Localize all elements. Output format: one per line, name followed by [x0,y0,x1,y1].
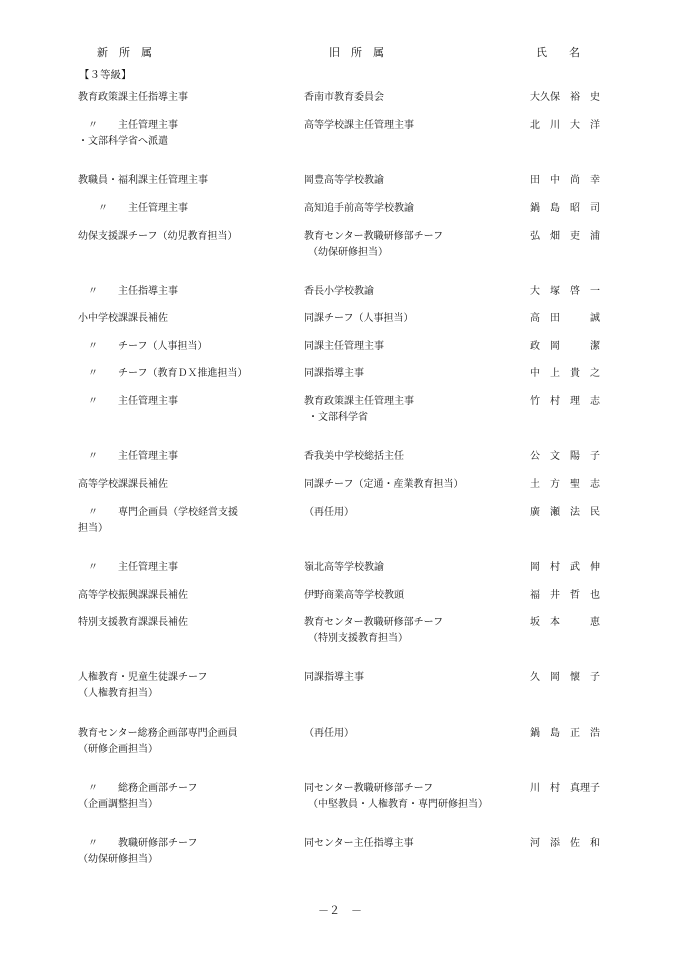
new-dept-line: 幼保支援課チーフ（幼児教育担当） [78,231,238,242]
old-dept-cell [304,477,464,493]
old-dept-cell [304,90,384,106]
old-dept-cell [304,229,443,261]
person-name: 川 村 真理子 [530,783,600,794]
new-dept-line: 〃 主任管理主事 [78,120,178,131]
new-dept-line-2: ・文部科学省へ派遣 [78,136,168,147]
new-dept-line: 〃 主任管理主事 [78,451,178,462]
person-name: 弘 畑 吏 浦 [530,231,600,242]
new-dept-cell [78,670,208,702]
old-dept-cell [304,836,414,852]
old-dept-line-2: （中堅教員・人権教育・専門研修担当） [308,799,488,810]
person-name: 岡 村 武 伸 [530,562,600,573]
new-dept-cell [78,339,208,355]
new-dept-cell [78,781,198,813]
old-dept-cell [304,560,384,576]
old-dept-cell [304,201,414,217]
new-dept-cell [78,311,168,327]
person-name: 鍋 島 昭 司 [530,203,600,214]
old-dept-line: 教育センター教職研修部チーフ [304,617,444,628]
old-dept-line-2: ・文部科学省 [308,412,368,423]
new-dept-line: 〃 チーフ（教育ＤＸ推進担当） [78,368,248,379]
person-name: 河 添 佐 和 [530,838,600,849]
new-dept-line-2: （企画調整担当） [78,799,158,810]
old-dept-cell [304,394,414,426]
old-dept-line: 同センター教職研修部チーフ [304,783,434,794]
person-name: 鍋 島 正 浩 [530,728,600,739]
new-dept-cell [78,505,238,537]
person-name: 大 塚 啓 一 [530,286,600,297]
old-dept-line: 香長小学校教諭 [304,286,374,297]
new-dept-cell [78,726,238,758]
new-dept-line: 教職員・福利課主任管理主事 [78,175,208,186]
new-dept-cell [78,284,178,300]
old-dept-line-2: （特別支援教育担当） [308,633,408,644]
new-dept-cell [78,477,168,493]
new-dept-line: 小中学校課課長補佐 [78,313,168,324]
old-dept-cell [304,118,414,134]
old-dept-line: 同課チーフ（定通・産業教育担当） [304,479,464,490]
old-dept-line: 伊野商業高等学校教頭 [304,590,404,601]
person-name: 廣 瀬 法 民 [530,507,600,518]
new-dept-line: 〃 主任指導主事 [78,286,178,297]
new-dept-line: 人権教育・児童生徒課チーフ [78,672,208,683]
old-dept-line: 香我美中学校総括主任 [304,451,404,462]
old-dept-line: 同課指導主事 [304,368,364,379]
new-dept-cell [78,560,178,576]
old-dept-line: 教育センター教職研修部チーフ [304,231,444,242]
old-dept-cell [304,670,364,686]
old-dept-line: 同課指導主事 [304,672,364,683]
old-dept-cell [304,781,488,813]
new-dept-cell [78,229,238,245]
person-name: 北 川 大 洋 [530,120,600,131]
new-dept-line: 高等学校課課長補佐 [78,479,168,490]
person-name: 土 方 聖 志 [530,479,600,490]
new-dept-cell [78,90,188,106]
new-dept-line: 〃 専門企画員（学校経営支援 [78,507,238,518]
person-name: 公 文 陽 子 [530,451,600,462]
old-dept-cell [304,449,404,465]
old-dept-cell [304,284,374,300]
header-old-dept: 旧 所 属 [329,46,384,59]
new-dept-cell [78,394,178,410]
new-dept-line: 高等学校振興課課長補佐 [78,590,188,601]
old-dept-line: 嶺北高等学校教諭 [304,562,384,573]
person-name: 福 井 哲 也 [530,590,600,601]
old-dept-line: 教育政策課主任管理主事 [304,396,414,407]
old-dept-line: 岡豊高等学校教諭 [304,175,384,186]
old-dept-line-2: （幼保研修担当） [308,247,388,258]
new-dept-cell [78,173,208,189]
old-dept-line: 香南市教育委員会 [304,92,384,103]
new-dept-line: 〃 教職研修部チーフ [78,838,198,849]
new-dept-line-2: 担当） [78,523,108,534]
old-dept-line: 同課主任管理主事 [304,341,384,352]
page-number: －２ － [318,904,362,917]
old-dept-cell [304,173,384,189]
grade-label: 【３等級】 [79,69,132,81]
person-name: 政 岡 潔 [530,341,600,352]
new-dept-line: 〃 チーフ（人事担当） [78,341,208,352]
new-dept-line-2: （研修企画担当） [78,744,158,755]
header-name: 氏 名 [536,46,580,59]
new-dept-line: 特別支援教育課課長補佐 [78,617,188,628]
person-name: 田 中 尚 幸 [530,175,600,186]
old-dept-line: 同課チーフ（人事担当） [304,313,414,324]
person-name: 竹 村 理 志 [530,396,600,407]
new-dept-cell [78,118,178,150]
new-dept-line: 〃 主任管理主事 [78,203,188,214]
new-dept-cell [78,366,248,382]
old-dept-cell [304,339,384,355]
old-dept-cell [304,588,404,604]
person-name: 大久保 裕 史 [530,92,600,103]
new-dept-line: 〃 総務企画部チーフ [78,783,198,794]
new-dept-cell [78,449,178,465]
old-dept-line: （再任用） [304,507,354,518]
person-name: 高 田 誠 [530,313,600,324]
old-dept-cell [304,615,443,647]
new-dept-line: 教育センター総務企画部専門企画員 [78,728,238,739]
header-new-dept: 新 所 属 [97,46,152,59]
old-dept-line: 同センター主任指導主事 [304,838,414,849]
old-dept-cell [304,505,354,521]
new-dept-line: 教育政策課主任指導主事 [78,92,188,103]
new-dept-cell [78,615,188,631]
new-dept-line: 〃 主任管理主事 [78,562,178,573]
new-dept-line: 〃 主任管理主事 [78,396,178,407]
new-dept-cell [78,836,198,868]
old-dept-line: 高知追手前高等学校教諭 [304,203,414,214]
new-dept-cell [78,588,188,604]
old-dept-line: 高等学校課主任管理主事 [304,120,414,131]
old-dept-cell [304,726,354,742]
old-dept-cell [304,311,414,327]
old-dept-line: （再任用） [304,728,354,739]
person-name: 坂 本 恵 [530,617,600,628]
old-dept-cell [304,366,364,382]
new-dept-cell [78,201,188,217]
new-dept-line-2: （幼保研修担当） [78,854,158,865]
new-dept-line-2: （人権教育担当） [78,688,158,699]
person-name: 久 岡 懐 子 [530,672,600,683]
person-name: 中 上 貴 之 [530,368,600,379]
